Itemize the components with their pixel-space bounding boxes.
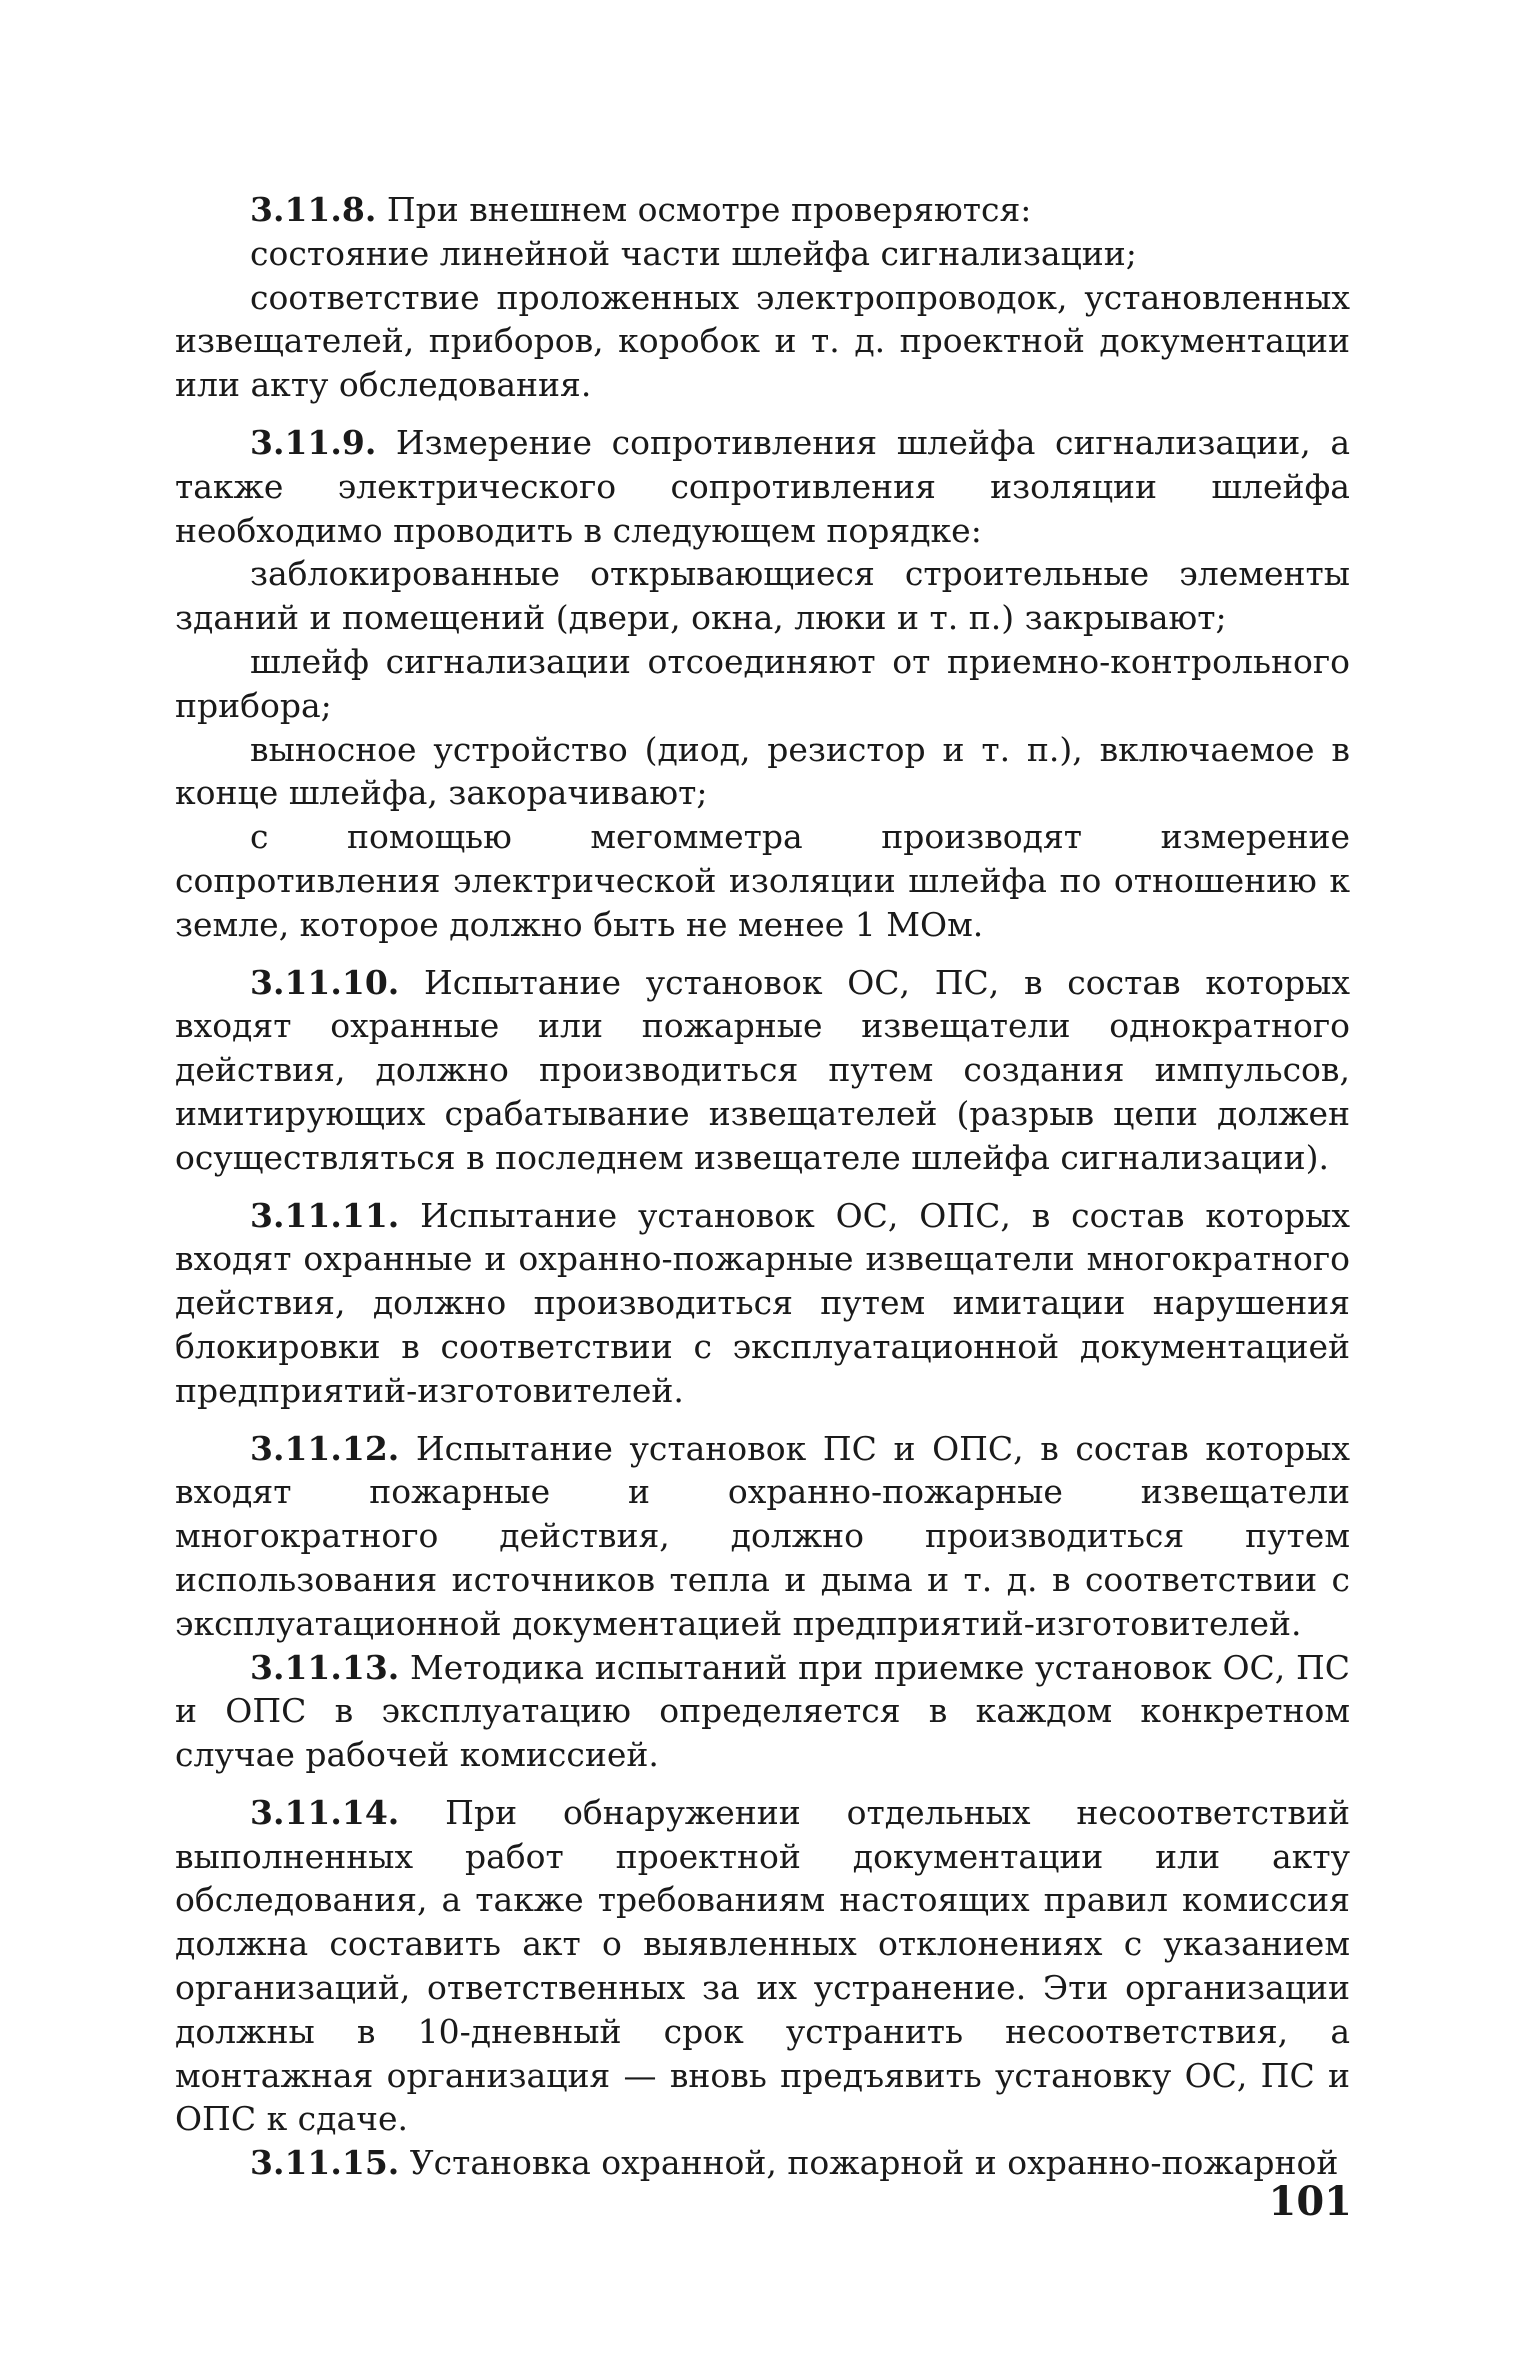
section-number: 3.11.15. — [250, 2143, 400, 2183]
body-text — [175, 188, 1350, 2185]
paragraph-text: заблокированные открывающиеся строительные элементы зданий и помещений (двери, окна, люки и т. п.) закрывают; — [175, 554, 1350, 638]
paragraph — [175, 728, 1350, 816]
paragraph — [175, 232, 1350, 276]
paragraph-text: Испытание установок ОС, ОПС, в состав которых входят охранные и охранно-пожарные извещатели многократного действия, должно производиться путем имитации нарушения блокировки в соответствии с эксплуатационной документацией предприятий-изготовителей. — [175, 1195, 1350, 1410]
page-number: 101 — [1268, 2178, 1352, 2225]
paragraph-text: Установка охранной, пожарной и охранно-пожарной — [409, 2143, 1339, 2183]
paragraph-text: состояние линейной части шлейфа сигнализации; — [250, 233, 1137, 273]
paragraph — [175, 961, 1350, 1180]
paragraph — [175, 1791, 1350, 2141]
paragraph-text: выносное устройство (диод, резистор и т. п.), включаемое в конце шлейфа, закорачивают; — [175, 729, 1350, 813]
section-number: 3.11.8. — [250, 190, 377, 229]
paragraph-text: Методика испытаний при приемке установок ОС, ПС и ОПС в эксплуатацию определяется в каждом конкретном случае рабочей комиссией. — [175, 1647, 1350, 1775]
paragraph-text: с помощью мегомметра производят измерение сопротивления электрической изоляции шлейфа по отношению к земле, которое должно быть не менее 1 МОм. — [175, 817, 1350, 944]
paragraph — [175, 1194, 1350, 1413]
paragraph-text: Испытание установок ПС и ОПС, в состав которых входят пожарные и охранно-пожарные извещатели многократного действия, должно производиться путем использования источников тепла и дыма и т. д. в соответствии с эксплуатационной документацией предприятий-изготовителей. — [175, 1428, 1350, 1643]
paragraph-text: соответствие проложенных электропроводок, установленных извещателей, приборов, коробок и т. д. проектной документации или акту обследования. — [175, 277, 1350, 405]
paragraph-text: Испытание установок ОС, ПС, в состав которых входят охранные или пожарные извещатели однократного действия, должно производиться путем создания импульсов, имитирующих срабатывание извещателей (разрыв цепи должен осуществляться в последнем извещателе шлейфа сигнализации). — [175, 962, 1350, 1177]
section-number: 3.11.13. — [250, 1647, 400, 1687]
paragraph-text: шлейф сигнализации отсоединяют от приемно-контрольного прибора; — [175, 641, 1350, 725]
paragraph-text: При обнаружении отдельных несоответствий выполненных работ проектной документации или акту обследования, а также требованиям настоящих правил комиссия должна составить акт о выявленных отклонениях с указанием организаций, ответственных за их устранение. Эти организации должны в 10-дневный срок устранить несоответствия, а монтажная организация — вновь предъявить установку ОС, ПС и ОПС к сдаче. — [175, 1792, 1350, 2139]
paragraph — [175, 276, 1350, 407]
paragraph — [175, 1427, 1350, 1646]
paragraph-text: При внешнем осмотре проверяются: — [386, 190, 1032, 229]
paragraph — [175, 188, 1350, 232]
paragraph — [175, 815, 1350, 946]
section-number: 3.11.14. — [250, 1792, 400, 1832]
paragraph — [175, 1646, 1350, 1777]
paragraph — [175, 552, 1350, 640]
paragraph-text: Измерение сопротивления шлейфа сигнализации, а также электрического сопротивления изоляции шлейфа необходимо проводить в следующем порядке: — [175, 422, 1350, 550]
section-number: 3.11.11. — [250, 1195, 400, 1235]
paragraph — [175, 421, 1350, 552]
section-number: 3.11.12. — [250, 1428, 400, 1468]
paragraph — [175, 2141, 1350, 2185]
section-number: 3.11.10. — [250, 962, 400, 1002]
paragraph — [175, 640, 1350, 728]
section-number: 3.11.9. — [250, 422, 377, 462]
